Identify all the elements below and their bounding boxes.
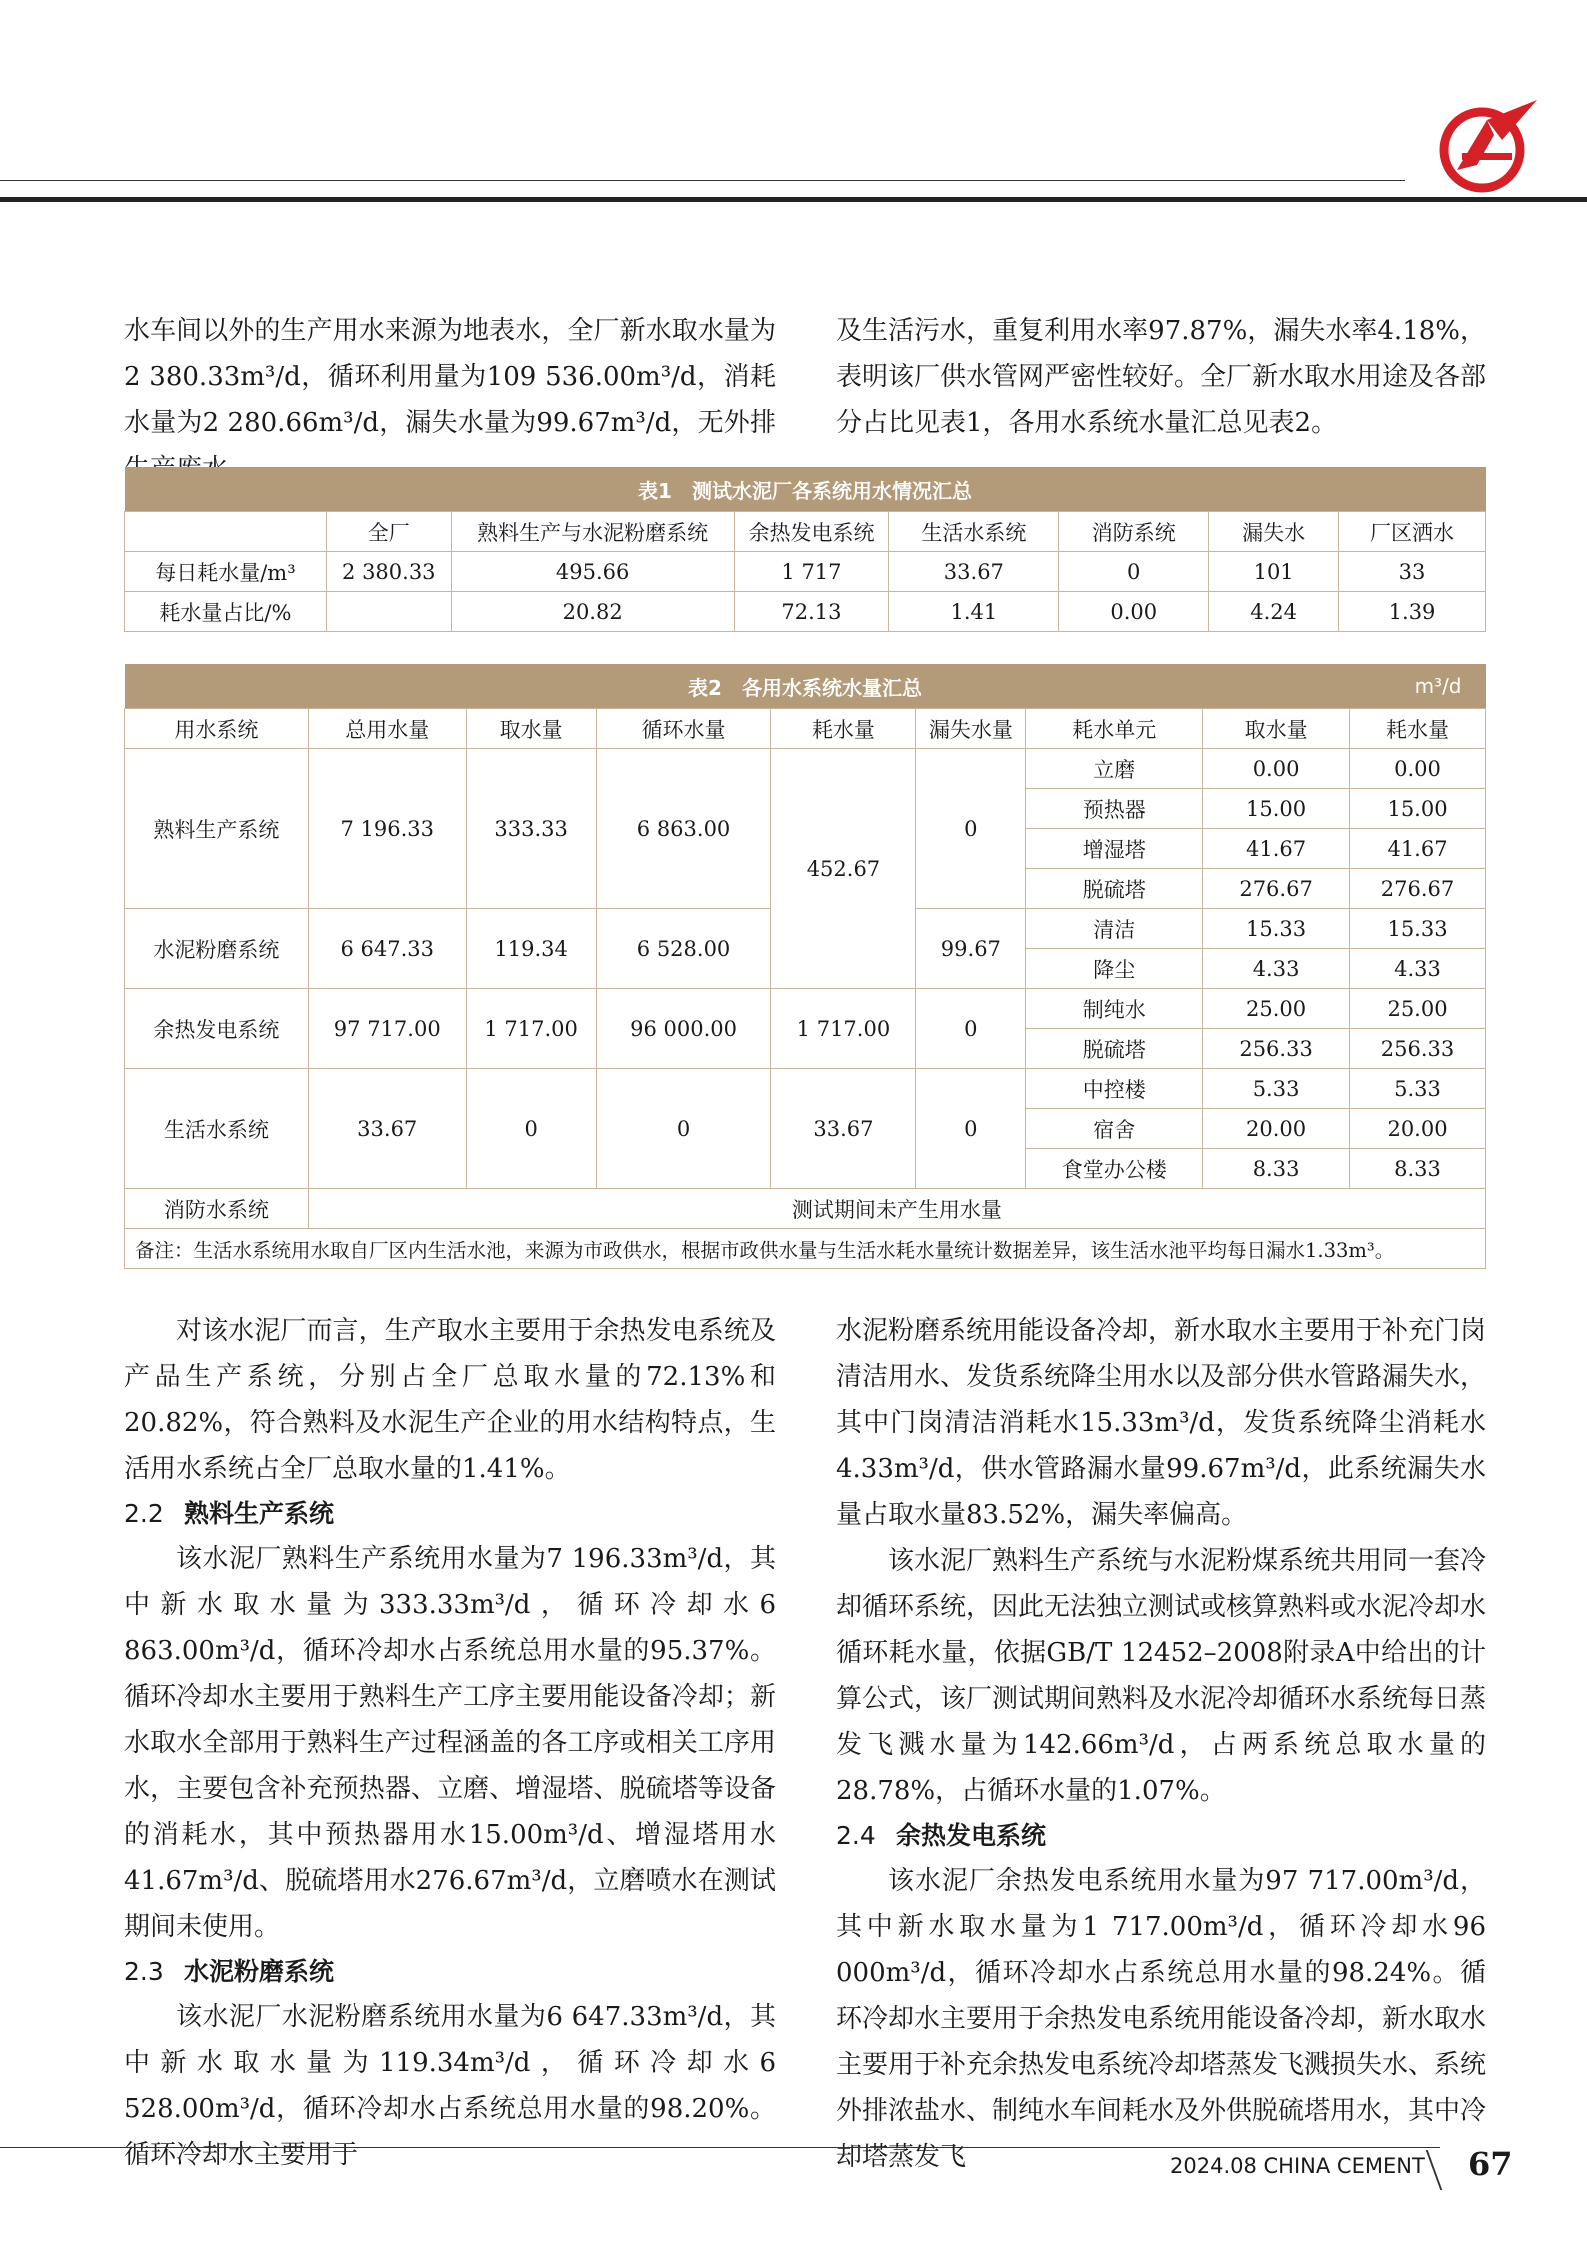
cell: 4.24 — [1209, 592, 1339, 632]
header-cell: 耗水量 — [771, 709, 916, 749]
table-note-row — [125, 1229, 1486, 1269]
cell: 33.67 — [771, 1069, 916, 1189]
cell: 5.33 — [1350, 1069, 1486, 1109]
system-name: 生活水系统 — [125, 1069, 309, 1189]
table-caption: 表1 测试水泥厂各系统用水情况汇总 — [125, 467, 1486, 512]
cell: 20.00 — [1350, 1109, 1486, 1149]
cell: 2 380.33 — [326, 552, 451, 592]
unit-name: 增湿塔 — [1026, 829, 1203, 869]
left-column — [124, 1308, 776, 2178]
cell: 15.33 — [1350, 909, 1486, 949]
journal-logo-icon — [1432, 95, 1542, 195]
cell: 41.67 — [1203, 829, 1350, 869]
cell: 0.00 — [1059, 592, 1209, 632]
table-note: 备注：生活水系统用水取自厂区内生活水池，来源为市政供水，根据市政供水量与生活水耗水量统计数据差异，该生活水池平均每日漏水1.33m³。 — [125, 1229, 1486, 1269]
unit-name: 脱硫塔 — [1026, 869, 1203, 909]
table-row — [125, 749, 1486, 789]
cell: 4.33 — [1203, 949, 1350, 989]
cell: 256.33 — [1350, 1029, 1486, 1069]
cell: 4.33 — [1350, 949, 1486, 989]
cell: 6 863.00 — [596, 749, 771, 909]
system-name: 消防水系统 — [125, 1189, 309, 1229]
header-cell: 用水系统 — [125, 709, 309, 749]
header-cell — [125, 512, 327, 552]
cell: 15.00 — [1203, 789, 1350, 829]
table-row — [125, 592, 1486, 632]
section-number: 2.4 — [836, 1821, 876, 1850]
table-row — [125, 989, 1486, 1029]
cell: 1 717 — [734, 552, 889, 592]
header-cell: 全厂 — [326, 512, 451, 552]
caption-text: 表2 各用水系统水量汇总 — [688, 675, 922, 700]
top-right-text — [836, 308, 1486, 446]
unit-name: 食堂办公楼 — [1026, 1149, 1203, 1189]
header-cell: 循环水量 — [596, 709, 771, 749]
paragraph: 对该水泥厂而言，生产取水主要用于余热发电系统及产品生产系统，分别占全厂总取水量的72.13%和20.82%，符合熟料及水泥生产企业的用水结构特点，生活用水系统占全厂总取水量的1.41%。 — [124, 1316, 776, 1484]
header-cell: 余热发电系统 — [734, 512, 889, 552]
section-title: 余热发电系统 — [896, 1821, 1047, 1850]
unit-name: 制纯水 — [1026, 989, 1203, 1029]
paragraph: 该水泥厂熟料生产系统与水泥粉煤系统共用同一套冷却循环系统，因此无法独立测试或核算熟料或水泥冷却水循环耗水量，依据GB/T 12452–2008附录A中给出的计算公式，该厂测试期间熟料及水泥冷却循环水系统每日蒸发飞溅水量为142.66m³/d，占两系统总取水量的28.78%，占循环水量的1.07%。 — [836, 1546, 1487, 1806]
unit-name: 中控楼 — [1026, 1069, 1203, 1109]
cell: 101 — [1209, 552, 1339, 592]
cell: 测试期间未产生用水量 — [308, 1189, 1485, 1229]
section-title: 熟料生产系统 — [184, 1499, 335, 1528]
cell: 15.00 — [1350, 789, 1486, 829]
paragraph: 水泥粉磨系统用能设备冷却，新水取水主要用于补充门岗清洁用水、发货系统降尘用水以及部分供水管路漏失水，其中门岗清洁消耗水15.33m³/d，发货系统降尘消耗水4.33m³/d，供水管路漏水量99.67m³/d，此系统漏失水量占取水量83.52%，漏失率偏高。 — [836, 1316, 1487, 1530]
cell: 0 — [1059, 552, 1209, 592]
cell: 0 — [466, 1069, 596, 1189]
row-label: 耗水量占比/% — [125, 592, 327, 632]
table-caption — [125, 664, 1486, 709]
section-heading-2-2 — [124, 1492, 776, 1536]
cell: 0 — [916, 989, 1026, 1069]
table-unit: m³/d — [1414, 674, 1462, 698]
table-row — [125, 1069, 1486, 1109]
header-cell: 消防系统 — [1059, 512, 1209, 552]
header-cell: 生活水系统 — [889, 512, 1059, 552]
row-label: 每日耗水量/m³ — [125, 552, 327, 592]
page-number: 67 — [1468, 2145, 1513, 2183]
cell: 33 — [1339, 552, 1486, 592]
cell: 276.67 — [1203, 869, 1350, 909]
journal-name: 2024.08 CHINA CEMENT — [1170, 2154, 1425, 2178]
table-1 — [124, 467, 1486, 632]
cell: 33.67 — [308, 1069, 466, 1189]
cell: 0 — [916, 1069, 1026, 1189]
cell: 96 000.00 — [596, 989, 771, 1069]
unit-name: 预热器 — [1026, 789, 1203, 829]
system-name: 水泥粉磨系统 — [125, 909, 309, 989]
cell: 333.33 — [466, 749, 596, 909]
cell: 1.41 — [889, 592, 1059, 632]
header-cell: 熟料生产与水泥粉磨系统 — [451, 512, 734, 552]
paragraph: 水车间以外的生产用水来源为地表水，全厂新水取水量为2 380.33m³/d，循环利用量为109 536.00m³/d，消耗水量为2 280.66m³/d，漏失水量为99.67m³/d，无外排 — [124, 316, 776, 438]
unit-name: 清洁 — [1026, 909, 1203, 949]
cell: 0 — [596, 1069, 771, 1189]
cell: 25.00 — [1350, 989, 1486, 1029]
section-number: 2.3 — [124, 1957, 164, 1986]
unit-name: 脱硫塔 — [1026, 1029, 1203, 1069]
cell: 452.67 — [771, 749, 916, 989]
section-number: 2.2 — [124, 1499, 164, 1528]
cell: 0.00 — [1350, 749, 1486, 789]
table-row — [125, 552, 1486, 592]
unit-name: 立磨 — [1026, 749, 1203, 789]
header-cell: 漏失水 — [1209, 512, 1339, 552]
system-name: 熟料生产系统 — [125, 749, 309, 909]
header-rule — [0, 180, 1405, 181]
cell: 7 196.33 — [308, 749, 466, 909]
header-cell: 漏失水量 — [916, 709, 1026, 749]
cell: 8.33 — [1350, 1149, 1486, 1189]
paragraph: 该水泥厂水泥粉磨系统用水量为6 647.33m³/d，其中新水取水量为119.34m³/d，循环冷却水6 528.00m³/d，循环冷却水占系统总用水量的98.20%。循环冷却水主要用于 — [124, 2002, 776, 2170]
section-heading-2-4 — [836, 1814, 1486, 1858]
unit-name: 宿舍 — [1026, 1109, 1203, 1149]
cell: 119.34 — [466, 909, 596, 989]
cell: 25.00 — [1203, 989, 1350, 1029]
header-cell: 耗水量 — [1350, 709, 1486, 749]
header-cell: 厂区洒水 — [1339, 512, 1486, 552]
top-left-text — [124, 308, 776, 492]
unit-name: 降尘 — [1026, 949, 1203, 989]
system-name: 余热发电系统 — [125, 989, 309, 1069]
cell: 72.13 — [734, 592, 889, 632]
cell: 1 717.00 — [466, 989, 596, 1069]
cell: 0.00 — [1203, 749, 1350, 789]
paragraph: 该水泥厂熟料生产系统用水量为7 196.33m³/d，其中新水取水量为333.33m³/d，循环冷却水6 863.00m³/d，循环冷却水占系统总用水量的95.37%。循环冷却水主要用于熟料生产工序主要用能设备冷却；新水取水全部用于熟料生产过程涵盖的各工序或相关工序用水，主要包含补充预热器、立磨、增湿塔、脱硫塔等设备的消耗水，其中预热器用水15.00m³/d、增湿塔用水41.67m³/d、脱硫塔用水276.67m³/d，立磨喷水在测试期间未使用。 — [124, 1544, 776, 1942]
table-header-row — [125, 512, 1486, 552]
cell: 20.00 — [1203, 1109, 1350, 1149]
table-row — [125, 1189, 1486, 1229]
header-cell: 耗水单元 — [1026, 709, 1203, 749]
right-column — [836, 1308, 1486, 2180]
cell: 1.39 — [1339, 592, 1486, 632]
cell: 8.33 — [1203, 1149, 1350, 1189]
cell: 41.67 — [1350, 829, 1486, 869]
cell: 276.67 — [1350, 869, 1486, 909]
footer-rule — [0, 2147, 1440, 2148]
cell: 1 717.00 — [771, 989, 916, 1069]
cell: 33.67 — [889, 552, 1059, 592]
cell: 97 717.00 — [308, 989, 466, 1069]
paragraph: 该水泥厂余热发电系统用水量为97 717.00m³/d，其中新水取水量为1 717.00m³/d，循环冷却水96 000m³/d，循环冷却水占系统总用水量的98.24%。循环冷却水主要用于余热发电系统用能设备冷却，新水取水主要用于补充余热发电系统冷却塔蒸发飞溅损失水、系统外排浓盐水、制纯水车间耗水及外供脱硫塔用水，其中冷却塔蒸发飞 — [836, 1866, 1487, 2172]
table-2 — [124, 664, 1486, 1269]
table-header-row — [125, 709, 1486, 749]
header-rule-thick — [0, 197, 1587, 202]
cell: 256.33 — [1203, 1029, 1350, 1069]
section-title: 水泥粉磨系统 — [184, 1957, 335, 1986]
header-cell: 取水量 — [1203, 709, 1350, 749]
cell: 495.66 — [451, 552, 734, 592]
cell — [326, 592, 451, 632]
header-cell: 取水量 — [466, 709, 596, 749]
cell: 15.33 — [1203, 909, 1350, 949]
cell: 99.67 — [916, 909, 1026, 989]
cell: 6 528.00 — [596, 909, 771, 989]
paragraph: 及生活污水，重复利用水率97.87%，漏失水率4.18%，表明该厂供水管网严密性较好。全厂新水取水用途及各部分占比见表1，各用水系统水量汇总见表2。 — [836, 316, 1487, 438]
header-cell: 总用水量 — [308, 709, 466, 749]
cell: 5.33 — [1203, 1069, 1350, 1109]
section-heading-2-3 — [124, 1950, 776, 1994]
cell: 6 647.33 — [308, 909, 466, 989]
cell: 0 — [916, 749, 1026, 909]
cell: 20.82 — [451, 592, 734, 632]
